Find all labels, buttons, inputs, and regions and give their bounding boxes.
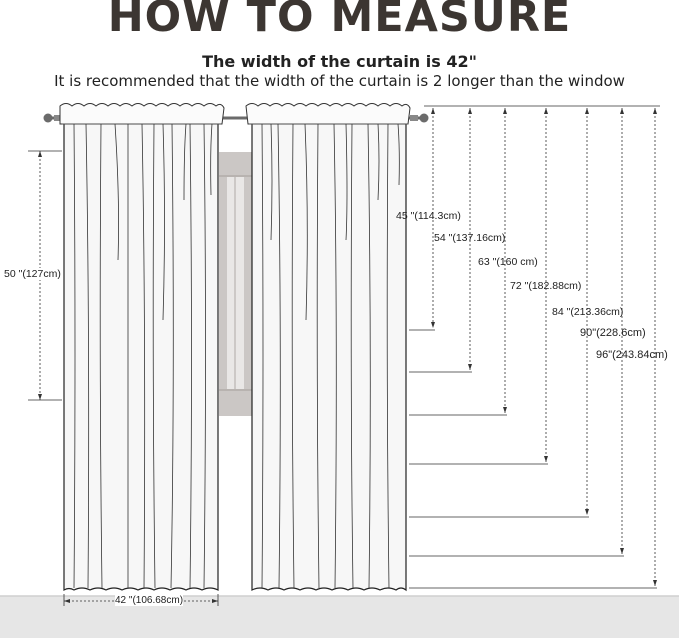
- length-label-63: 63 "(160 cm): [478, 256, 538, 268]
- page-title: HOW TO MEASURE: [107, 0, 572, 42]
- length-label-84: 84 "(213.36cm): [552, 306, 624, 318]
- recommendation-note: It is recommended that the width of the curtain is 2 longer than the window: [54, 72, 625, 90]
- length-label-96: 96"(243.84cm): [596, 349, 668, 361]
- width-label: 42 "(106.68cm): [115, 595, 184, 606]
- left-curtain-panel: [60, 104, 224, 591]
- length-label-72: 72 "(182.88cm): [510, 280, 582, 292]
- length-label-90: 90"(228.6cm): [580, 327, 646, 339]
- curtain-width-note: The width of the curtain is 42": [202, 52, 477, 71]
- length-measure-96: [409, 108, 657, 588]
- right-curtain-panel: [246, 104, 410, 591]
- window: [219, 152, 252, 416]
- floor: [0, 596, 679, 638]
- length-label-45: 45 "(114.3cm): [396, 210, 461, 222]
- length-label-54: 54 "(137.16cm): [434, 232, 506, 244]
- height-label: 50 "(127cm): [4, 268, 61, 280]
